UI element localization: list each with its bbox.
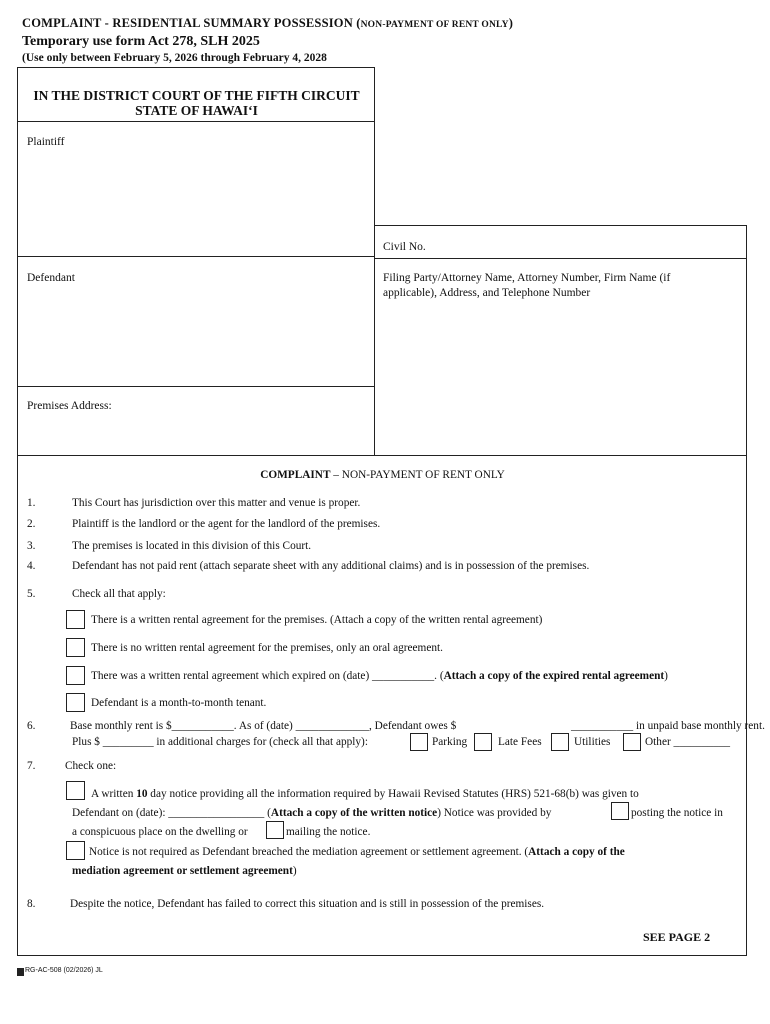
posting-notice-label: posting the notice in bbox=[631, 807, 723, 819]
form-title: COMPLAINT - RESIDENTIAL SUMMARY POSSESSION (NON-PAYMENT OF RENT ONLY) bbox=[22, 16, 514, 30]
notice-date-text: Defendant on (date): _________________ (Attach a copy of the written notice) Notice was provided by bbox=[72, 807, 552, 819]
parking-checkbox[interactable] bbox=[410, 733, 428, 751]
additional-charges-text: Plus $ _________ in additional charges for (check all that apply): bbox=[72, 736, 368, 748]
base-rent-text: Base monthly rent is $___________. As of (date) _____________, Defendant owes $ bbox=[70, 720, 457, 732]
notice-not-required-checkbox[interactable] bbox=[66, 841, 85, 860]
civil-divider bbox=[374, 258, 747, 259]
written-notice-checkbox[interactable] bbox=[66, 781, 85, 800]
filing-party-label-2: applicable), Address, and Telephone Number bbox=[383, 287, 591, 299]
item-2-text: Plaintiff is the landlord or the agent for the landlord of the premises. bbox=[72, 518, 381, 530]
see-page-label: SEE PAGE 2 bbox=[643, 930, 711, 944]
complaint-heading: COMPLAINT – NON-PAYMENT OF RENT ONLY bbox=[260, 469, 505, 481]
expired-agreement-text: There was a written rental agreement which expired on (date) ___________. (Attach a copy of the expired rental agreement) bbox=[91, 670, 668, 682]
form-code: RG-AC-508 (02/2026) JL bbox=[25, 967, 103, 974]
court-line-1: IN THE DISTRICT COURT OF THE FIFTH CIRCUIT bbox=[33, 88, 360, 103]
right-top-line bbox=[374, 225, 747, 226]
posting-notice-checkbox[interactable] bbox=[611, 802, 629, 820]
parking-label: Parking bbox=[432, 736, 468, 748]
utilities-checkbox[interactable] bbox=[551, 733, 569, 751]
filing-party-label: Filing Party/Attorney Name, Attorney Number, Firm Name (if bbox=[383, 272, 671, 284]
month-to-month-checkbox[interactable] bbox=[66, 693, 85, 712]
late-fees-checkbox[interactable] bbox=[474, 733, 492, 751]
mailing-notice-checkbox[interactable] bbox=[266, 821, 284, 839]
item-number: 6. bbox=[27, 720, 36, 732]
check-one-label: Check one: bbox=[65, 760, 117, 772]
court-divider bbox=[17, 121, 375, 122]
premises-address-label: Premises Address: bbox=[27, 400, 112, 412]
court-line-2: STATE OF HAWAI‘I bbox=[135, 103, 258, 118]
plaintiff-label: Plaintiff bbox=[27, 136, 65, 148]
court-heading bbox=[18, 88, 375, 118]
oral-agreement-text: There is no written rental agreement for the premises, only an oral agreement. bbox=[91, 642, 443, 654]
defendant-label: Defendant bbox=[27, 272, 75, 284]
plaintiff-divider bbox=[17, 256, 375, 257]
center-divider bbox=[374, 67, 375, 456]
right-border bbox=[746, 225, 747, 956]
written-agreement-checkbox[interactable] bbox=[66, 610, 85, 629]
item-number: 7. bbox=[27, 760, 36, 772]
defendant-divider bbox=[17, 386, 375, 387]
mailing-notice-label: mailing the notice. bbox=[286, 826, 371, 838]
item-number: 2. bbox=[27, 518, 36, 530]
item-number: 5. bbox=[27, 588, 36, 600]
written-agreement-text: There is a written rental agreement for the premises. (Attach a copy of the written rental agreement) bbox=[91, 614, 543, 626]
other-label: Other __________ bbox=[645, 736, 731, 748]
item-3-text: The premises is located in this division of this Court. bbox=[72, 540, 312, 552]
item-5-text: Check all that apply: bbox=[72, 588, 166, 600]
item-number: 1. bbox=[27, 497, 36, 509]
left-border bbox=[17, 67, 18, 956]
item-number: 8. bbox=[27, 898, 36, 910]
caption-bottom-line bbox=[17, 455, 747, 456]
temporary-use-note: Temporary use form Act 278, SLH 2025 bbox=[22, 34, 260, 49]
expired-agreement-checkbox[interactable] bbox=[66, 666, 85, 685]
month-to-month-text: Defendant is a month-to-month tenant. bbox=[91, 697, 267, 709]
oral-agreement-checkbox[interactable] bbox=[66, 638, 85, 657]
conspicuous-place-text: a conspicuous place on the dwelling or bbox=[72, 826, 248, 838]
notice-not-required-text: Notice is not required as Defendant breached the mediation agreement or settlement agreement. (Attach a copy of the bbox=[89, 846, 625, 858]
item-4-text: Defendant has not paid rent (attach separate sheet with any additional claims) and is in possession of the premises. bbox=[72, 560, 590, 572]
form-bottom-line bbox=[17, 955, 747, 956]
other-checkbox[interactable] bbox=[623, 733, 641, 751]
written-notice-text: A written 10 day notice providing all the information required by Hawaii Revised Statutes (HRS) 521-68(b) was given to bbox=[91, 788, 639, 800]
item-number: 4. bbox=[27, 560, 36, 572]
late-fees-label: Late Fees bbox=[498, 736, 542, 748]
item-number: 3. bbox=[27, 540, 36, 552]
item-1-text: This Court has jurisdiction over this matter and venue is proper. bbox=[72, 497, 361, 509]
civil-no-label: Civil No. bbox=[383, 241, 426, 253]
date-range-note: (Use only between February 5, 2026 through February 4, 2028 bbox=[22, 52, 327, 64]
caption-top-line bbox=[17, 67, 375, 68]
item-8-text: Despite the notice, Defendant has failed to correct this situation and is still in possession of the premises. bbox=[70, 898, 545, 910]
utilities-label: Utilities bbox=[574, 736, 611, 748]
accessibility-logo-icon bbox=[17, 968, 24, 976]
unpaid-rent-text: ___________ in unpaid base monthly rent. bbox=[571, 720, 765, 732]
mediation-agreement-text: mediation agreement or settlement agreement) bbox=[72, 865, 297, 877]
